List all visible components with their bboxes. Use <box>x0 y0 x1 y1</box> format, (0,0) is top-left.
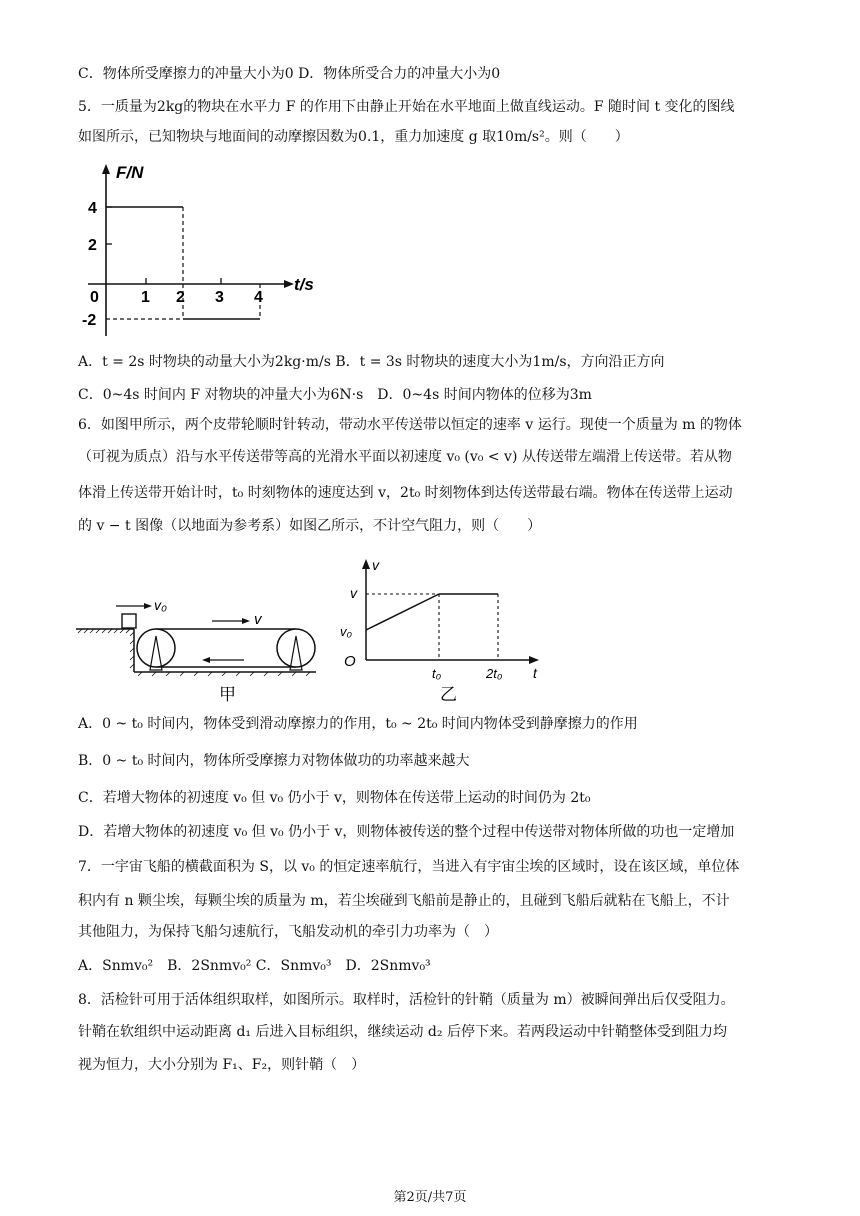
left-pulley <box>137 629 175 667</box>
x-axis-label: t <box>533 665 537 681</box>
page-footer: 第2页/共7页 <box>393 1190 467 1205</box>
figure-a-caption: 甲 <box>219 685 236 704</box>
q6-stem-line4: 的 v − t 图像（以地面为参考系）如图乙所示，不计空气阻力，则（ ） <box>78 518 542 534</box>
velocity-time-graph <box>336 556 546 704</box>
v-label: v <box>254 611 262 628</box>
y-axis-label: v <box>372 557 379 573</box>
q5-stem-line1: 5．一质量为2kg的物块在水平力 F 的作用下由静止开始在水平地面上做直线运动。F 随时间 t 变化的图线 <box>78 99 735 115</box>
y-tick-v: v <box>350 585 357 601</box>
x-tick-1: 1 <box>141 289 150 306</box>
y-axis-label: F/N <box>116 163 144 182</box>
origin-label: 0 <box>90 289 99 306</box>
q6-stem-line3: 体滑上传送带开始计时，t₀ 时刻物体的速度达到 v，2t₀ 时刻物体到达传送带最右端。物体在传送带上运动 <box>78 485 733 501</box>
conveyor-belt-figure <box>76 592 326 707</box>
q8-stem-line2: 针鞘在软组织中运动距离 d₁ 后进入目标组织，继续运动 d₂ 后停下来。若两段运动中针鞘整体受到阻力均 <box>78 1024 727 1040</box>
q8-stem-line1: 8．活检针可用于活体组织取样，如图所示。取样时，活检针的针鞘（质量为 m）被瞬间弹出后仅受阻力。 <box>78 992 735 1008</box>
x-tick-4: 4 <box>254 289 263 306</box>
q4-option-cd: C．物体所受摩擦力的冲量大小为0 D．物体所受合力的冲量大小为0 <box>78 66 501 82</box>
q6-option-a: A．0 ~ t₀ 时间内，物体受到滑动摩擦力的作用，t₀ ~ 2t₀ 时间内物体受到静摩擦力的作用 <box>78 716 638 732</box>
x-axis-label: t/s <box>294 275 314 294</box>
q7-stem-line2: 积内有 n 颗尘埃，每颗尘埃的质量为 m，若尘埃碰到飞船前是静止的，且碰到飞船后就粘在飞船上，不计 <box>78 893 730 909</box>
figure-b-caption: 乙 <box>440 685 457 704</box>
y-axis-arrow <box>102 164 110 174</box>
block <box>122 614 136 628</box>
q6-option-b: B．0 ~ t₀ 时间内，物体所受摩擦力对物体做功的功率越来越大 <box>78 753 470 769</box>
y-tick-minus2: -2 <box>82 312 97 329</box>
x-tick-2: 2 <box>176 289 185 306</box>
accel-segment <box>366 594 439 630</box>
origin-label: O <box>344 653 356 670</box>
q6-stem-line2: （可视为质点）沿与水平传送带等高的光滑水平面以初速度 v₀ (v₀ < v) 从传送带左端滑上传送带。若从物 <box>78 449 732 465</box>
q5-option-cd: C．0~4s 时间内 F 对物块的冲量大小为6N·s D．0~4s 时间内物体的位移为3m <box>78 387 592 403</box>
v0-label: v₀ <box>154 597 167 613</box>
x-tick-2t0: 2t₀ <box>486 666 503 681</box>
x-tick-3: 3 <box>215 289 224 306</box>
y-tick-4: 4 <box>88 200 97 217</box>
q7-stem-line1: 7．一宇宙飞船的横截面积为 S，以 v₀ 的恒定速率航行，当进入有宇宙尘埃的区域时，设在该区域，单位体 <box>78 859 740 875</box>
q5-stem-line2: 如图所示，已知物块与地面间的动摩擦因数为0.1，重力加速度 g 取10m/s²。则（ ） <box>78 129 629 145</box>
q5-option-ab: A．t = 2s 时物块的动量大小为2kg·m/s B．t = 3s 时物块的速度大小为1m/s，方向沿正方向 <box>78 354 665 370</box>
y-tick-2: 2 <box>88 237 97 254</box>
q7-options: A．Snmv₀² B．2Snmv₀² C．Snmv₀³ D．2Snmv₀³ <box>78 958 431 974</box>
force-time-graph <box>80 160 320 340</box>
q7-stem-line3: 其他阻力，为保持飞船匀速航行，飞船发动机的牵引力功率为（ ） <box>78 924 498 940</box>
q8-stem-line3: 视为恒力，大小分别为 F₁、F₂，则针鞘（ ） <box>78 1057 366 1073</box>
q6-stem-line1: 6．如图甲所示，两个皮带轮顺时针转动，带动水平传送带以恒定的速率 v 运行。现使一个质量为 m 的物体 <box>78 417 742 433</box>
q6-option-d: D．若增大物体的初速度 v₀ 但 v₀ 仍小于 v，则物体被传送的整个过程中传送带对物体所做的功也一定增加 <box>78 824 735 840</box>
y-tick-v0: v₀ <box>340 624 352 639</box>
q6-option-c: C．若增大物体的初速度 v₀ 但 v₀ 仍小于 v，则物体在传送带上运动的时间仍为 2t₀ <box>78 790 591 806</box>
x-tick-t0: t₀ <box>432 666 442 681</box>
x-axis-arrow <box>284 280 294 288</box>
right-pulley <box>277 629 315 667</box>
